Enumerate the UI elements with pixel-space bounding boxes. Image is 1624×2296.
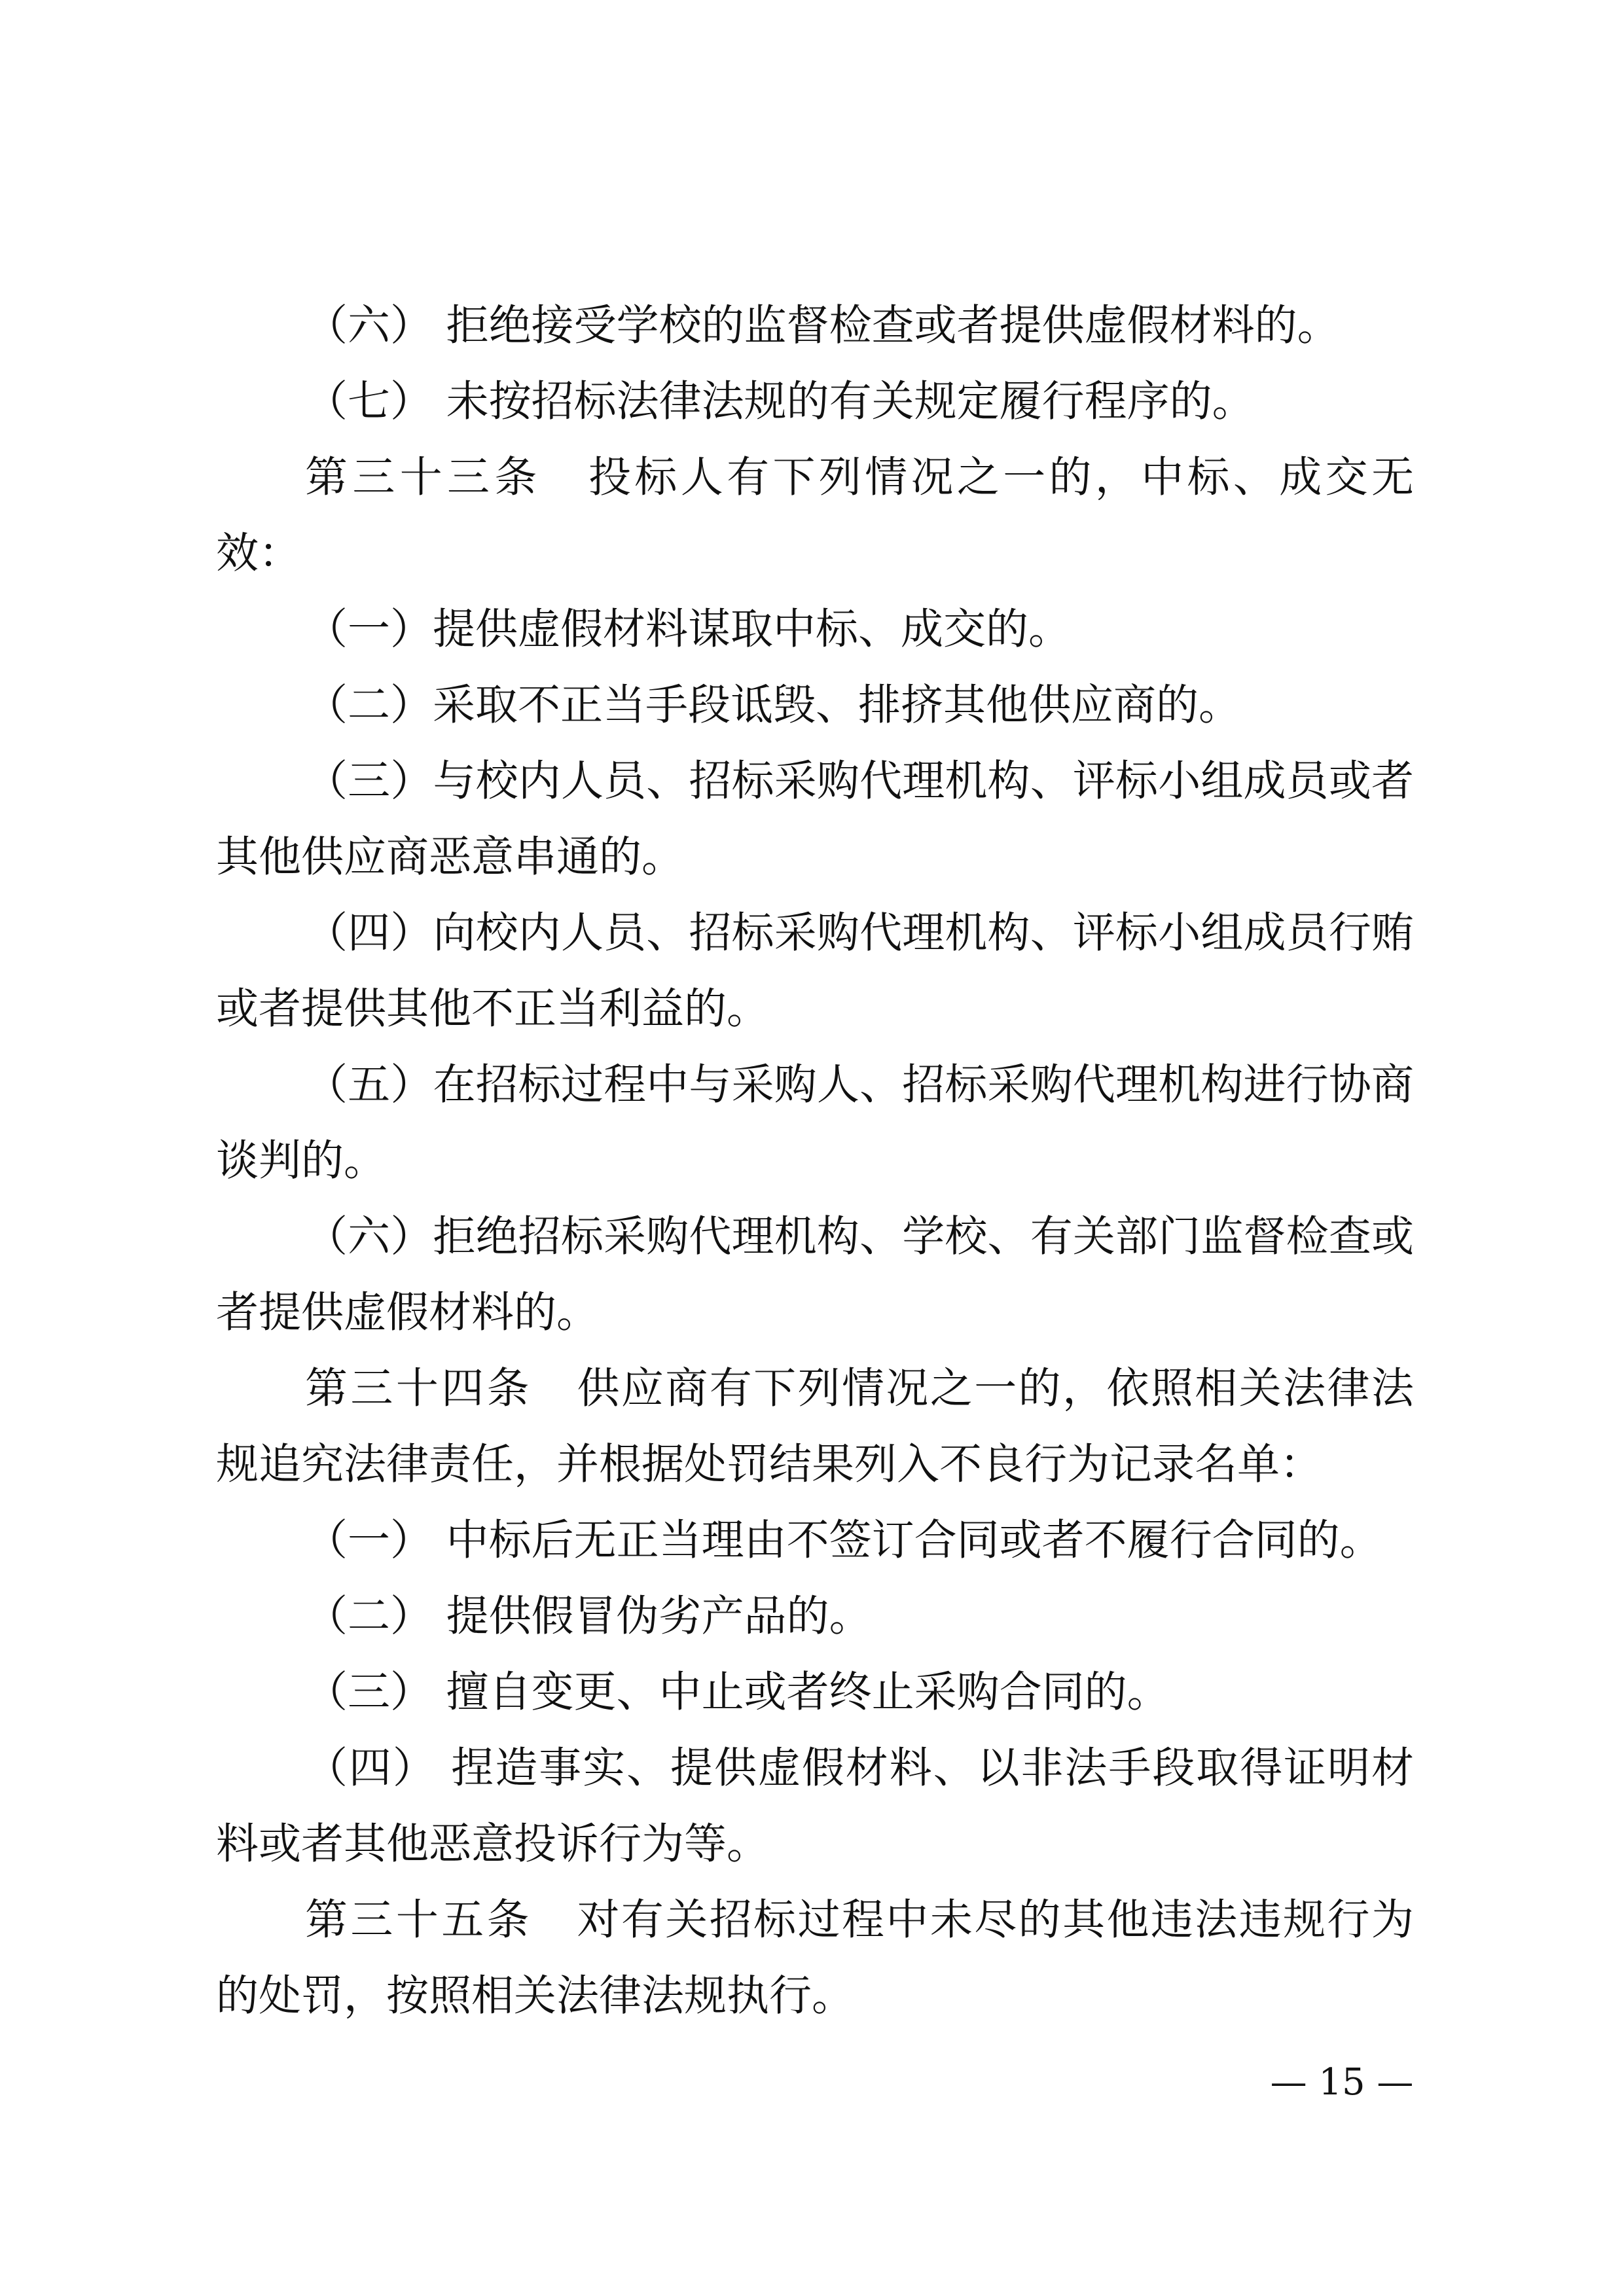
- article-number: 第三十五条: [305, 1895, 533, 1945]
- article-34: [216, 1351, 1414, 1503]
- article-33: [216, 440, 1414, 592]
- clause-item: （一）提供虚假材料谋取中标、成交的。: [305, 605, 1072, 654]
- clause-item: （一） 中标后无正当理由不签订合同或者不履行合同的。: [305, 1516, 1382, 1565]
- article-text: 对有关招标过程中未尽的其他违法违规行为的处罚，按照相关法律法规执行。: [216, 1895, 1414, 2020]
- article-number: 第三十三条: [305, 453, 542, 502]
- document-body: [216, 288, 1414, 2034]
- clause-item: （三）与校内人员、招标采购代理机构、评标小组成员或者其他供应商恶意串通的。: [216, 757, 1414, 882]
- article-number: 第三十四条: [305, 1364, 533, 1413]
- clause-item: （七） 未按招标法律法规的有关规定履行程序的。: [305, 377, 1255, 426]
- clause-item: （四）向校内人员、招标采购代理机构、评标小组成员行贿或者提供其他不正当利益的。: [216, 908, 1414, 1033]
- clause-item: （三） 擅自变更、中止或者终止采购合同的。: [305, 1668, 1170, 1717]
- clause-item: （二）采取不正当手段诋毁、排挤其他供应商的。: [305, 681, 1242, 730]
- clause-item: （六） 拒绝接受学校的监督检查或者提供虚假材料的。: [305, 301, 1340, 350]
- article-text: 投标人有下列情况之一的，中标、成交无效：: [216, 453, 1414, 578]
- clause-item: （四） 捏造事实、提供虚假材料、以非法手段取得证明材料或者其他恶意投诉行为等。: [216, 1744, 1414, 1869]
- article-text: 供应商有下列情况之一的，依照相关法律法规追究法律责任，并根据处罚结果列入不良行为记录名单：: [216, 1364, 1414, 1489]
- clause-item: （六）拒绝招标采购代理机构、学校、有关部门监督检查或者提供虚假材料的。: [216, 1212, 1414, 1337]
- article-35: [216, 1882, 1414, 2034]
- page-number: — 15 —: [1270, 2061, 1414, 2104]
- clause-item: （二） 提供假冒伪劣产品的。: [305, 1592, 872, 1641]
- clause-item: （五）在招标过程中与采购人、招标采购代理机构进行协商谈判的。: [216, 1060, 1414, 1185]
